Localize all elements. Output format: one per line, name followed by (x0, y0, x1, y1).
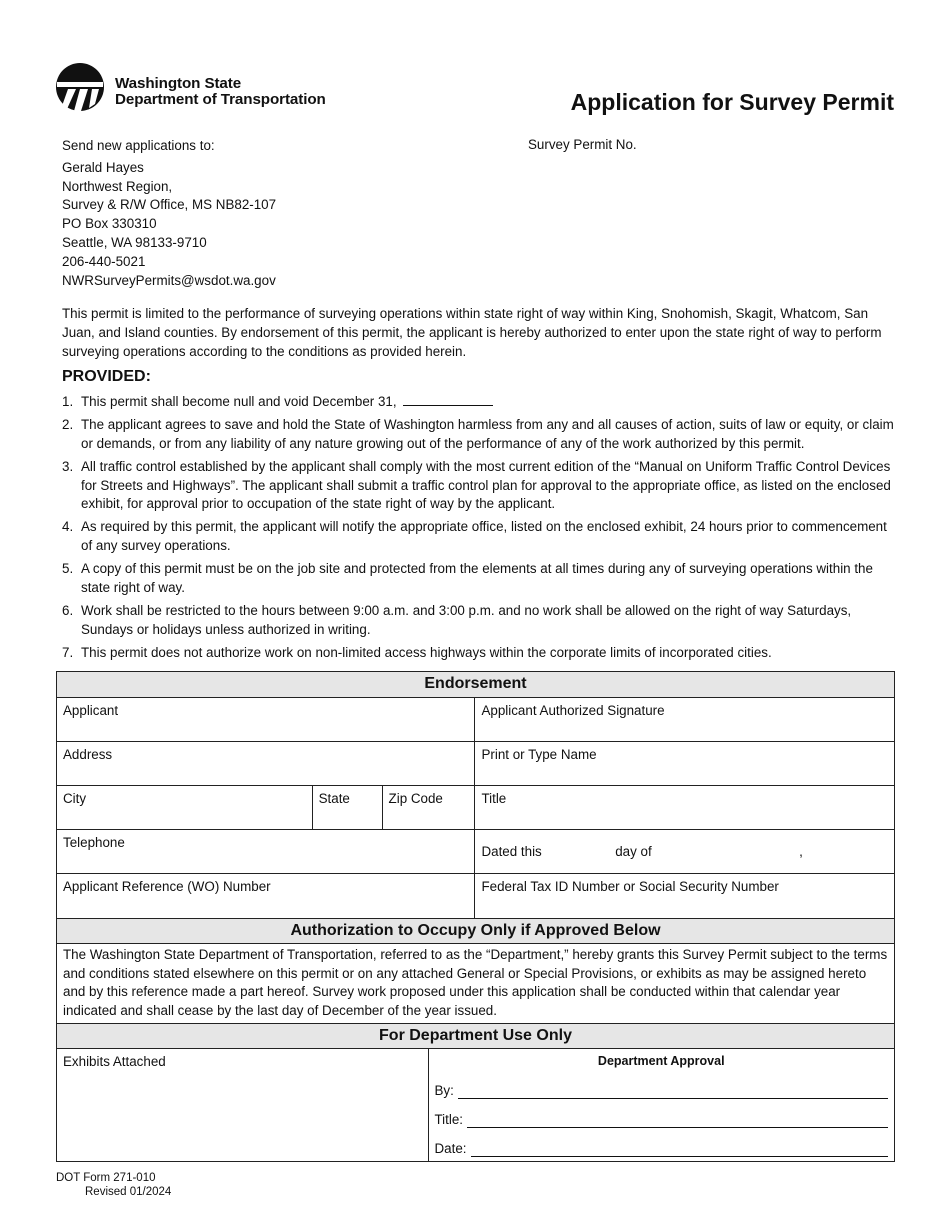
wsdot-emblem-icon (55, 62, 105, 112)
condition-item (62, 518, 894, 556)
endorsement-table (56, 671, 895, 1162)
condition-number: 7. (62, 644, 74, 660)
condition-number: 3. (62, 458, 74, 474)
telephone-field[interactable] (57, 830, 475, 874)
city-field[interactable] (57, 786, 313, 830)
exhibits-attached-label: Exhibits Attached (63, 1054, 166, 1070)
print-name-field[interactable] (475, 742, 895, 786)
approval-date-label: Date: (434, 1141, 467, 1157)
approval-by-row[interactable] (435, 1082, 889, 1099)
department-use-heading: For Department Use Only (57, 1024, 895, 1049)
approval-title-label: Title: (434, 1112, 464, 1128)
form-title: Application for Survey Permit (570, 89, 894, 115)
telephone-label: Telephone (63, 835, 125, 850)
dated-field[interactable] (475, 830, 895, 874)
condition-number: 6. (62, 602, 74, 618)
send-to-line: Survey & R/W Office, MS NB82-107 (62, 197, 277, 213)
signature-label: Applicant Authorized Signature (481, 703, 665, 718)
approval-date-row[interactable] (435, 1140, 889, 1157)
approval-by-line[interactable] (458, 1085, 888, 1099)
condition-text: This permit shall become null and void December 31, (81, 394, 397, 409)
intro-paragraph: This permit is limited to the performance of surveying operations within state right of way within King, Snohomish, Skagit, Whatcom, San Juan, and Island counties. By endorsement of this permit, the applicant is hereby authorized to enter upon the state right of way to perform surveying operations according to the conditions as provided herein. (62, 306, 882, 359)
applicant-label: Applicant (63, 703, 119, 718)
condition-item (62, 393, 894, 412)
form-number: DOT Form 271-010 (56, 1172, 156, 1184)
form-footer (56, 1171, 171, 1199)
condition-text: Work shall be restricted to the hours between 9:00 a.m. and 3:00 p.m. and no work shall be allowed on the right of way Saturdays, Sundays or holidays unless authorized in writing. (81, 602, 852, 637)
approval-title-line[interactable] (467, 1114, 888, 1128)
reference-number-label: Applicant Reference (WO) Number (63, 879, 271, 894)
signature-field[interactable] (475, 698, 895, 742)
condition-number: 4. (62, 519, 74, 535)
send-to-line: Northwest Region, (62, 178, 173, 194)
condition-text: All traffic control established by the applicant shall comply with the most current edition of the “Manual on Uniform Traffic Control Devices for Streets and Highways”. The applicant shall submit a traffic control plan for approval to the appropriate office, as listed on the enclosed exhibit, for approval prior to occupation of the state right of way by the applicant. (81, 458, 891, 512)
authorization-heading: Authorization to Occupy Only if Approved Below (57, 919, 895, 944)
dated-this-label: Dated this (481, 844, 542, 859)
condition-item (62, 560, 894, 598)
zip-field[interactable] (382, 786, 475, 830)
authorization-text: The Washington State Department of Transportation, referred to as the “Department,” hereby grants this Survey Permit subject to the terms and conditions stated elsewhere on this permit or on any attached General or Special Provisions, or exhibits as may be assigned hereto and by this reference made a part hereof. Survey work proposed under this application shall be conducted within that calendar year indicated and shall cease by the last day of December of the year issued. (57, 944, 895, 1024)
survey-permit-no-label: Survey Permit No. (528, 137, 637, 152)
send-to-label: Send new applications to: (62, 138, 215, 153)
form-revision: Revised 01/2024 (85, 1186, 172, 1198)
agency-name (115, 76, 326, 108)
title-label: Title (481, 791, 507, 806)
send-to-line: Gerald Hayes (62, 159, 144, 175)
date-comma: , (799, 844, 803, 859)
tax-id-label: Federal Tax ID Number or Social Security Number (481, 879, 779, 894)
send-to-line: Seattle, WA 98133-9710 (62, 234, 207, 250)
print-name-label: Print or Type Name (481, 747, 597, 762)
agency-name-line1: Washington State (115, 75, 242, 92)
applicant-field[interactable] (57, 698, 475, 742)
tax-id-field[interactable] (475, 874, 895, 919)
day-of-label: day of (615, 844, 652, 859)
condition-item (62, 644, 894, 663)
wsdot-logo (55, 62, 375, 112)
condition-text: The applicant agrees to save and hold the State of Washington harmless from any and all causes of action, suits of law or equity, or claim or demands, or from any liability of any nature growing out of the performance of any of the work authorized by this permit. (81, 416, 894, 451)
conditions-list (62, 393, 894, 667)
exhibits-attached-field[interactable] (57, 1049, 429, 1162)
condition-text: This permit does not authorize work on non-limited access highways within the corporate limits of incorporated cities. (81, 644, 772, 660)
title-field[interactable] (475, 786, 895, 830)
condition-text: A copy of this permit must be on the job site and protected from the elements at all times during any of surveying operations within the state right of way. (81, 561, 873, 595)
address-label: Address (63, 747, 113, 762)
city-label: City (63, 791, 87, 806)
agency-name-line2: Department of Transportation (115, 91, 326, 108)
condition-text: As required by this permit, the applicant will notify the appropriate office, listed on the enclosed exhibit, 24 hours prior to commencement of any survey operations. (81, 519, 887, 554)
send-to-block (62, 137, 276, 290)
send-to-line: PO Box 330310 (62, 216, 157, 232)
approval-by-label: By: (434, 1083, 454, 1099)
state-label: State (318, 791, 350, 806)
provided-heading: PROVIDED: (62, 368, 151, 385)
approval-date-line[interactable] (471, 1143, 888, 1157)
condition-item (62, 458, 894, 514)
condition-item (62, 602, 894, 640)
approval-title-row[interactable] (435, 1111, 889, 1128)
condition-number: 1. (62, 394, 74, 409)
zip-label: Zip Code (388, 791, 443, 806)
department-approval-heading: Department Approval (597, 1054, 725, 1069)
send-to-email: NWRSurveyPermits@wsdot.wa.gov (62, 272, 276, 288)
condition-item (62, 416, 894, 454)
state-field[interactable] (312, 786, 382, 830)
expiry-year-blank[interactable] (403, 394, 493, 406)
endorsement-heading: Endorsement (57, 672, 895, 698)
send-to-line: 206-440-5021 (62, 253, 146, 269)
condition-number: 2. (62, 416, 74, 432)
condition-number: 5. (62, 561, 74, 577)
reference-number-field[interactable] (57, 874, 475, 919)
department-approval-block (428, 1049, 895, 1162)
address-field[interactable] (57, 742, 475, 786)
